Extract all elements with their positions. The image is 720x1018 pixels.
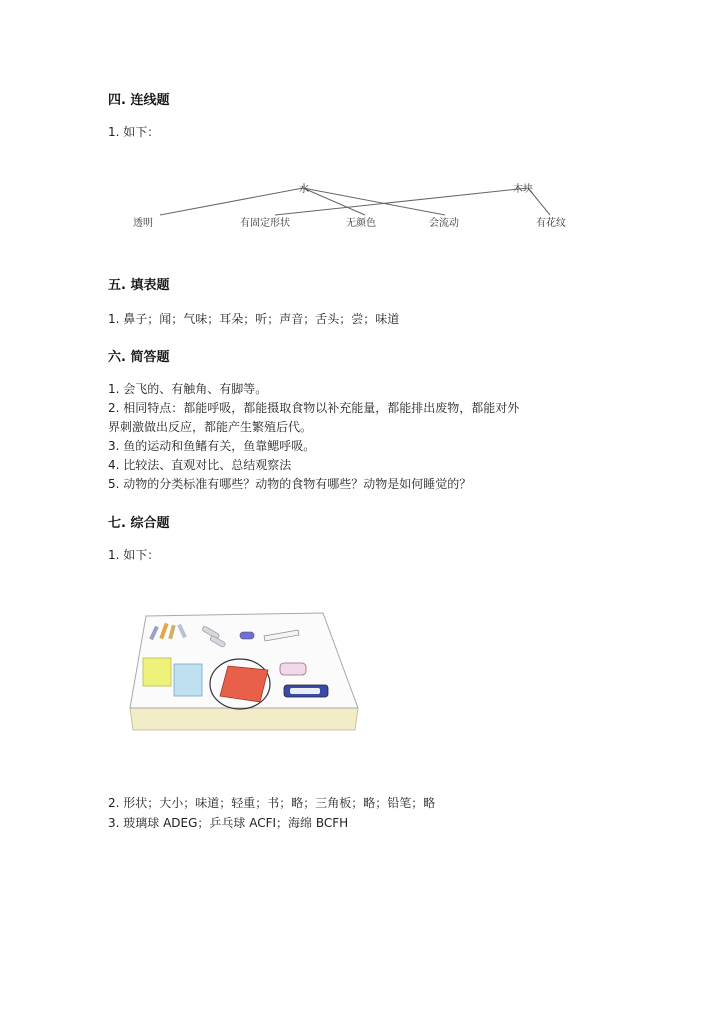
blue-notepad (174, 664, 202, 696)
section-7-line-3: 3. 玻璃球 ADEG；乒乓球 ACFI；海绵 BCFH (108, 816, 349, 830)
section-6-line-3: 界刺激做出反应，都能产生繁殖后代。 (108, 420, 313, 434)
section-4-heading: 四. 连线题 (108, 93, 170, 108)
desk-illustration (118, 608, 363, 743)
line-water-flows (303, 188, 445, 215)
line-water-transparent (160, 188, 303, 215)
red-book (220, 666, 268, 702)
section-5-line-1: 1. 鼻子；闻；气味；耳朵；听；声音；舌头；尝；味道 (108, 312, 400, 326)
section-6-line-6: 5. 动物的分类标准有哪些？动物的食物有哪些？动物是如何睡觉的？ (108, 477, 472, 491)
matching-diagram (0, 170, 720, 240)
section-5-heading: 五. 填表题 (108, 278, 170, 293)
table-front (130, 708, 358, 730)
section-6-line-1: 1. 会飞的、有触角、有脚等。 (108, 382, 268, 396)
label-transparent: 透明 (133, 218, 153, 229)
label-flows: 会流动 (429, 218, 459, 229)
label-water: 水 (299, 184, 309, 195)
section-6-line-2: 2. 相同特点：都能呼吸，都能摄取食物以补充能量，都能排出废物，都能对外 (108, 401, 520, 415)
yellow-notepad (143, 658, 171, 686)
section-6-line-5: 4. 比较法、直观对比、总结观察法 (108, 458, 292, 472)
pink-pencil-case (280, 663, 306, 675)
label-colorless: 无颜色 (346, 218, 376, 229)
section-4-item-1: 1. 如下： (108, 125, 160, 139)
section-7-item-1: 1. 如下： (108, 548, 160, 562)
section-6-line-4: 3. 鱼的运动和鱼鳍有关，鱼靠鳃呼吸。 (108, 439, 316, 453)
label-pattern: 有花纹 (536, 218, 566, 229)
section-7-line-2: 2. 形状；大小；味道；轻重；书；略；三角板；略；铅笔；略 (108, 796, 436, 810)
pencil-case-window (290, 688, 320, 694)
section-6-heading: 六. 简答题 (108, 350, 170, 365)
label-fixed-shape: 有固定形状 (240, 218, 290, 229)
section-7-heading: 七. 综合题 (108, 516, 170, 531)
label-wood: 木块 (513, 184, 533, 195)
